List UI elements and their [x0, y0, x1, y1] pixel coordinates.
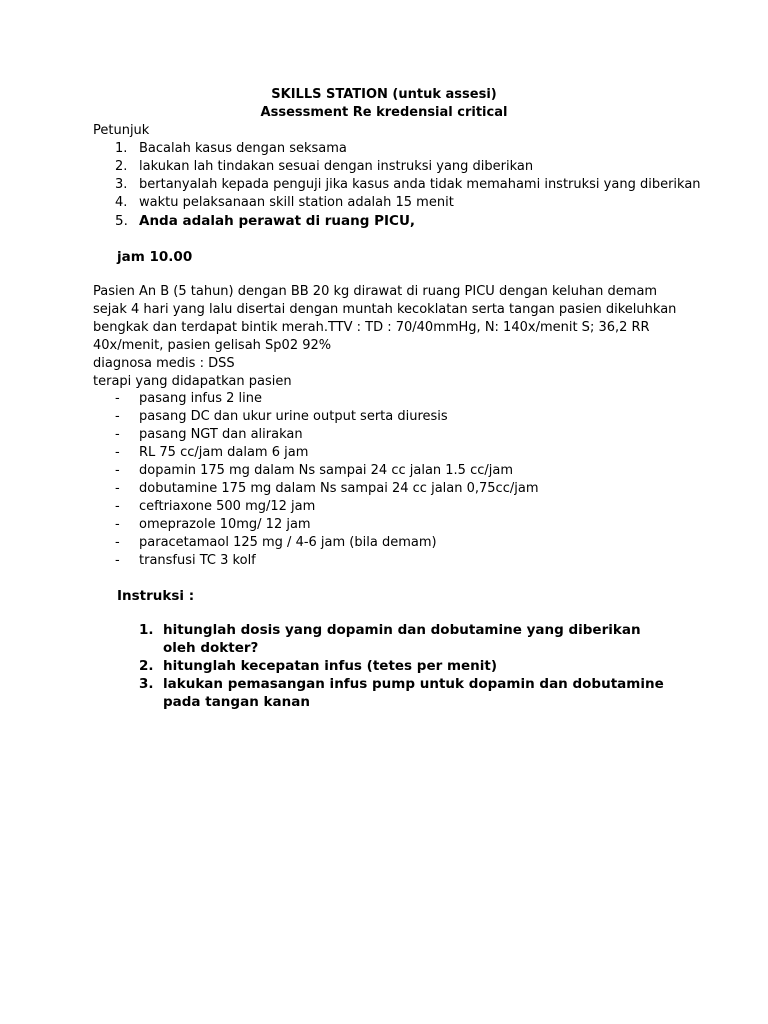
instruksi-item-text: hitunglah kecepatan infus (tetes per menit): [163, 658, 498, 674]
dash-bullet: -: [115, 517, 120, 532]
terapi-item-text: paracetamaol 125 mg / 4-6 jam (bila demam): [139, 535, 437, 550]
terapi-item-text: dopamin 175 mg dalam Ns sampai 24 cc jalan 1.5 cc/jam: [139, 463, 514, 478]
dash-bullet: -: [115, 427, 120, 442]
dash-bullet: -: [115, 499, 120, 514]
petunjuk-item: [93, 158, 713, 176]
petunjuk-item-number: 3.: [115, 177, 128, 192]
instruksi-item-number: 2.: [139, 658, 154, 674]
terapi-item: [93, 516, 693, 534]
dash-bullet: -: [115, 535, 120, 550]
terapi-item-text: RL 75 cc/jam dalam 6 jam: [139, 445, 309, 460]
instruksi-item-text: hitunglah dosis yang dopamin dan dobutamine yang diberikan oleh dokter?: [163, 622, 641, 656]
terapi-item: [93, 498, 693, 516]
terapi-item-text: omeprazole 10mg/ 12 jam: [139, 517, 311, 532]
instruksi-item: [117, 621, 677, 657]
instruksi-item-number: 1.: [139, 622, 154, 638]
petunjuk-item-text: lakukan lah tindakan sesuai dengan instruksi yang diberikan: [139, 159, 534, 174]
petunjuk-item-number: 1.: [115, 141, 128, 156]
petunjuk-item: [93, 212, 713, 230]
dash-bullet: -: [115, 553, 120, 568]
terapi-item: [93, 552, 693, 570]
petunjuk-heading: Petunjuk: [93, 123, 150, 138]
instruksi-list: [117, 621, 677, 711]
instruksi-item-number: 3.: [139, 676, 154, 692]
terapi-item-text: ceftriaxone 500 mg/12 jam: [139, 499, 316, 514]
terapi-item: [93, 426, 693, 444]
case-description: Pasien An B (5 tahun) dengan BB 20 kg dirawat di ruang PICU dengan keluhan demam sejak 4 hari yang lalu disertai dengan muntah kecoklatan serta tangan pasien dikeluhkan bengkak dan terdapat bintik merah.TTV : TD : 70/40mmHg, N: 140x/menit S; 36,2 RR 40x/menit, pasien gelisah Sp02 92%: [93, 284, 677, 353]
petunjuk-item-text: bertanyalah kepada penguji jika kasus anda tidak memahami instruksi yang diberikan: [139, 177, 701, 192]
terapi-list: [93, 390, 693, 570]
terapi-item-text: transfusi TC 3 kolf: [139, 553, 256, 568]
dash-bullet: -: [115, 463, 120, 478]
instruksi-item-text: lakukan pemasangan infus pump untuk dopamin dan dobutamine pada tangan kanan: [163, 676, 664, 710]
terapi-item-text: dobutamine 175 mg dalam Ns sampai 24 cc jalan 0,75cc/jam: [139, 481, 539, 496]
terapi-item-text: pasang infus 2 line: [139, 391, 263, 406]
terapi-item: [93, 534, 693, 552]
petunjuk-item: [93, 140, 713, 158]
document-title: SKILLS STATION (untuk assesi): [271, 87, 497, 102]
terapi-item: [93, 444, 693, 462]
document-subtitle: Assessment Re kredensial critical: [260, 105, 508, 120]
petunjuk-item: [93, 176, 713, 194]
terapi-item-text: pasang NGT dan alirakan: [139, 427, 303, 442]
dash-bullet: -: [115, 391, 120, 406]
petunjuk-item-text: waktu pelaksanaan skill station adalah 15 menit: [139, 195, 454, 210]
petunjuk-item-number: 4.: [115, 195, 128, 210]
time-heading: jam 10.00: [117, 249, 193, 265]
petunjuk-item: [93, 194, 713, 212]
petunjuk-item-text: Anda adalah perawat di ruang PICU,: [139, 213, 416, 229]
terapi-item: [93, 408, 693, 426]
case-section: [93, 283, 683, 391]
petunjuk-item-number: 2.: [115, 159, 128, 174]
terapi-label: terapi yang didapatkan pasien: [93, 374, 292, 389]
terapi-item-text: pasang DC dan ukur urine output serta diuresis: [139, 409, 448, 424]
dash-bullet: -: [115, 409, 120, 424]
terapi-item: [93, 462, 693, 480]
terapi-item: [93, 390, 693, 408]
instruksi-heading: Instruksi :: [117, 588, 195, 604]
terapi-item: [93, 480, 693, 498]
petunjuk-item-text: Bacalah kasus dengan seksama: [139, 141, 347, 156]
dash-bullet: -: [115, 481, 120, 496]
instruksi-item: [117, 675, 677, 711]
instruksi-item: [117, 657, 677, 675]
petunjuk-list: [93, 140, 713, 230]
petunjuk-item-number: 5.: [115, 213, 128, 229]
diagnosis-text: diagnosa medis : DSS: [93, 356, 235, 371]
dash-bullet: -: [115, 445, 120, 460]
